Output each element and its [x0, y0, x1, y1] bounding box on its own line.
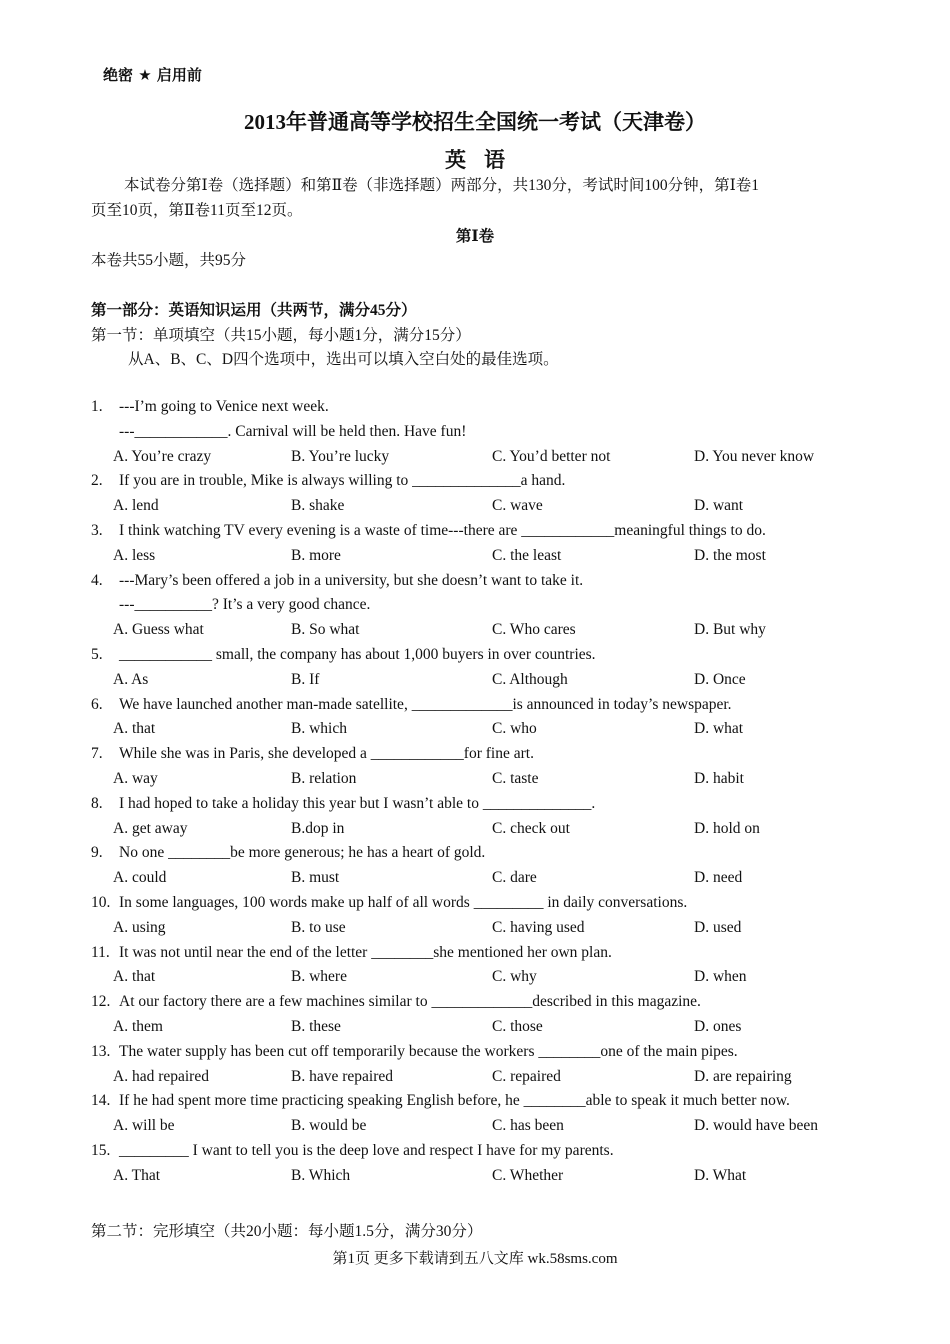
answer-option: D. hold on — [694, 819, 760, 837]
answer-option: B. have repaired — [291, 1067, 393, 1085]
question-number: 8. — [91, 794, 103, 812]
question-number: 5. — [91, 646, 103, 663]
question-text: _________ I want to tell you is the deep love and respect I have for my parents. — [119, 1142, 614, 1159]
intro-line-1: 本试卷分第Ⅰ卷（选择题）和第Ⅱ卷（非选择题）两部分，共130分，考试时间100分钟，第Ⅰ卷1 — [124, 177, 760, 194]
question-text: I had hoped to take a holiday this year but I wasn’t able to ______________. — [119, 794, 596, 812]
answer-option: B. So what — [291, 621, 360, 639]
answer-option: C. You’d better not — [492, 447, 611, 465]
question-text: If he had spent more time practicing speaking English before, he ________able to speak it much better now. — [119, 1092, 790, 1110]
answer-option: C. has been — [492, 1117, 564, 1135]
answer-option: A. had repaired — [113, 1067, 209, 1085]
answer-option: A. get away — [113, 819, 188, 837]
question-stem — [91, 1142, 614, 1160]
question-number: 7. — [91, 745, 103, 763]
question-stem — [91, 993, 701, 1011]
question-text: If you are in trouble, Mike is always willing to ______________a hand. — [119, 472, 566, 490]
exam-title: 2013年普通高等学校招生全国统一考试（天津卷） — [244, 110, 706, 134]
question-stem — [91, 522, 766, 540]
question-text: We have launched another man-made satellite, _____________is announced in today’s newspaper. — [119, 695, 732, 713]
subject-title: 英语 — [445, 148, 523, 172]
intro-line-2: 页至10页，第Ⅱ卷11页至12页。 — [91, 202, 303, 219]
question-number: 9. — [91, 844, 103, 862]
answer-option: C. repaired — [492, 1067, 561, 1085]
answer-option: D. want — [694, 497, 744, 515]
question-text: ---I’m going to Venice next week. — [119, 398, 329, 415]
question-text: ---Mary’s been offered a job in a university, but she doesn’t want to take it. — [119, 571, 584, 589]
answer-option: B. Which — [291, 1166, 351, 1184]
question-text: At our factory there are a few machines similar to _____________described in this magazine. — [119, 993, 701, 1011]
question-stem — [91, 398, 329, 416]
question-number: 1. — [91, 398, 103, 415]
answer-option: A. way — [113, 770, 158, 787]
answer-option: C. Who cares — [492, 621, 576, 639]
answer-option: B. where — [291, 968, 347, 986]
answer-option: B. which — [291, 720, 347, 738]
question-number: 6. — [91, 695, 103, 713]
answer-option: A. that — [113, 968, 156, 986]
question-number: 12. — [91, 993, 111, 1011]
answer-option: A. them — [113, 1018, 163, 1035]
answer-option: B. would be — [291, 1117, 367, 1135]
answer-option: C. who — [492, 720, 537, 738]
answer-option: C. dare — [492, 869, 537, 887]
answer-option: D. What — [694, 1166, 747, 1184]
page-footer: 第1页 更多下载请到五八文库 wk.58sms.com — [332, 1251, 618, 1267]
answer-option: D. You never know — [694, 447, 815, 465]
question-stem — [91, 944, 612, 962]
question-number: 14. — [91, 1092, 111, 1110]
answer-option: D. Once — [694, 670, 746, 688]
answer-option: B. You’re lucky — [291, 447, 390, 465]
section-one-title: 第一节：单项填空（共15小题，每小题1分，满分15分） — [91, 327, 471, 344]
question-stem — [91, 894, 687, 912]
answer-option: A. could — [113, 869, 167, 887]
answer-option: C. having used — [492, 918, 585, 936]
answer-option: C. Whether — [492, 1166, 564, 1184]
answer-option: A. will be — [113, 1117, 175, 1135]
answer-option: C. why — [492, 968, 537, 986]
question-stem — [91, 472, 565, 490]
question-text: I think watching TV every evening is a waste of time---there are ____________meaningful things to do. — [119, 522, 766, 539]
question-stem — [91, 572, 583, 590]
answer-option: D. the most — [694, 546, 766, 564]
answer-option: B. shake — [291, 497, 345, 515]
question-stem — [91, 745, 534, 763]
answer-option: B. more — [291, 546, 341, 564]
answer-option: A. As — [113, 670, 149, 688]
answer-option: C. those — [492, 1018, 543, 1035]
question-number: 10. — [91, 894, 111, 911]
question-text: The water supply has been cut off temporarily because the workers ________one of the main pipes. — [119, 1042, 738, 1060]
question-number: 4. — [91, 571, 103, 589]
answer-option: D. need — [694, 869, 743, 887]
part-one-title: 第一部分：英语知识运用（共两节，满分45分） — [91, 302, 417, 319]
answer-option: C. the least — [492, 546, 562, 564]
answer-option: A. using — [113, 918, 166, 936]
question-number: 2. — [91, 472, 103, 490]
question-number: 11. — [91, 943, 110, 961]
answer-option: B.dop in — [291, 819, 345, 837]
answer-option: B. to use — [291, 918, 346, 936]
question-stem — [91, 696, 732, 714]
question-continuation: ---____________. Carnival will be held then. Have fun! — [119, 422, 467, 440]
section-one-instruction: 从A、B、C、D四个选项中，选出可以填入空白处的最佳选项。 — [128, 351, 559, 368]
answer-option: A. that — [113, 720, 156, 738]
answer-option: B. If — [291, 670, 320, 688]
question-stem — [91, 1092, 790, 1110]
answer-option: C. Although — [492, 670, 568, 688]
confidential-label: 绝密 ★ 启用前 — [103, 66, 202, 84]
answer-option: B. relation — [291, 770, 357, 787]
question-continuation: ---__________? It’s a very good chance. — [119, 596, 371, 614]
answer-option: D. habit — [694, 770, 744, 787]
answer-option: D. ones — [694, 1018, 742, 1035]
answer-option: D. when — [694, 968, 747, 986]
answer-option: C. check out — [492, 819, 570, 837]
question-number: 3. — [91, 522, 103, 539]
answer-option: B. these — [291, 1018, 341, 1035]
answer-option: C. wave — [492, 497, 543, 515]
answer-option: A. That — [113, 1166, 161, 1184]
answer-option: D. would have been — [694, 1117, 818, 1135]
question-number: 15. — [91, 1142, 111, 1159]
question-text: In some languages, 100 words make up half of all words _________ in daily conversations. — [119, 894, 688, 911]
question-stem — [91, 844, 485, 862]
answer-option: A. You’re crazy — [113, 447, 212, 465]
question-text: ____________ small, the company has about 1,000 buyers in over countries. — [119, 646, 596, 663]
volume-note: 本卷共55小题，共95分 — [91, 252, 247, 269]
answer-option: A. lend — [113, 497, 159, 515]
question-stem — [91, 646, 596, 664]
question-stem — [91, 1043, 738, 1061]
question-text: No one ________be more generous; he has a heart of gold. — [119, 844, 486, 862]
answer-option: B. must — [291, 869, 340, 887]
question-text: It was not until near the end of the letter ________she mentioned her own plan. — [119, 943, 612, 961]
section-two-title: 第二节：完形填空（共20小题：每小题1.5分，满分30分） — [91, 1223, 483, 1240]
answer-option: A. less — [113, 546, 156, 564]
volume-title: 第Ⅰ卷 — [455, 228, 495, 245]
answer-option: D. used — [694, 918, 742, 936]
answer-option: D. But why — [694, 621, 766, 639]
answer-option: D. are repairing — [694, 1067, 792, 1085]
question-stem — [91, 795, 595, 813]
answer-option: D. what — [694, 720, 744, 738]
question-text: While she was in Paris, she developed a ____________for fine art. — [119, 745, 534, 763]
answer-option: C. taste — [492, 770, 539, 787]
answer-option: A. Guess what — [113, 621, 204, 639]
question-number: 13. — [91, 1042, 111, 1060]
